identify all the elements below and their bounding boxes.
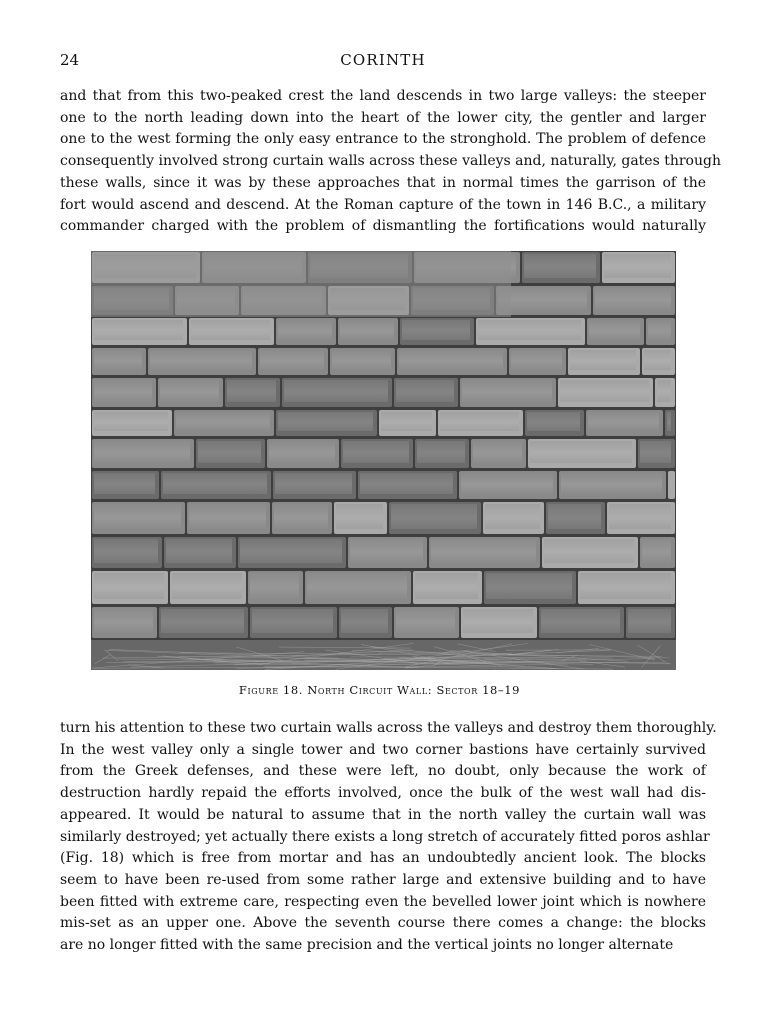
block-texture bbox=[250, 573, 299, 599]
block-texture bbox=[527, 412, 580, 431]
block-texture bbox=[260, 350, 324, 370]
block-texture bbox=[94, 412, 168, 431]
block-texture bbox=[530, 441, 632, 463]
block-texture bbox=[278, 320, 332, 340]
text-line bbox=[60, 195, 706, 217]
era-abbreviation: B.C. bbox=[597, 196, 628, 213]
block-texture bbox=[94, 539, 158, 563]
block-texture bbox=[657, 380, 671, 402]
text-line: appeared. It would be natural to assume that in the north valley the curtain wall was bbox=[60, 806, 706, 823]
block-texture bbox=[462, 380, 552, 402]
block-texture bbox=[94, 573, 164, 599]
upper-rubble bbox=[91, 251, 511, 317]
block-texture bbox=[604, 254, 671, 278]
text-segment: fort would ascend and descend. At the Roman capture of the town in 146 bbox=[60, 196, 593, 213]
block-texture bbox=[589, 320, 640, 340]
block-texture bbox=[94, 609, 153, 633]
block-texture bbox=[580, 573, 671, 599]
block-texture bbox=[399, 350, 503, 370]
block-texture bbox=[269, 441, 335, 463]
text-line: In the west valley only a single tower and two corner bastions have certainly survived bbox=[60, 741, 706, 758]
block-texture bbox=[198, 441, 261, 463]
block-texture bbox=[548, 504, 601, 529]
block-texture bbox=[544, 539, 634, 563]
block-texture bbox=[667, 412, 671, 431]
block-texture bbox=[360, 473, 453, 494]
text-line: are no longer fitted with the same precision and the vertical joints no longer alternate bbox=[60, 937, 674, 954]
block-texture bbox=[561, 473, 662, 494]
block-texture bbox=[274, 504, 328, 529]
block-texture bbox=[278, 412, 373, 431]
block-texture bbox=[307, 573, 407, 599]
block-texture bbox=[595, 288, 671, 310]
block-texture bbox=[391, 504, 477, 529]
text-line: (Fig. 18) which is free from mortar and has an undoubtedly ancient look. The blocks bbox=[60, 850, 706, 867]
text-line: seem to have been re-used from some rather large and extensive building and to have bbox=[60, 871, 706, 888]
block-texture bbox=[486, 573, 572, 599]
text-line: destruction hardly repaid the efforts involved, once the bulk of the west wall had dis- bbox=[60, 785, 706, 802]
page-header bbox=[60, 51, 706, 73]
block-texture bbox=[570, 350, 636, 370]
block-texture bbox=[227, 380, 276, 402]
text-line: mis-set as an upper one. Above the seventh course there comes a change: the blocks bbox=[60, 915, 706, 932]
block-texture bbox=[541, 609, 620, 633]
text-line: turn his attention to these two curtain walls across the valleys and destroy them thoroughly. bbox=[60, 720, 717, 736]
block-texture bbox=[485, 504, 540, 529]
block-texture bbox=[511, 350, 562, 370]
paragraph-bottom bbox=[60, 718, 717, 957]
block-texture bbox=[440, 412, 519, 431]
block-texture bbox=[166, 539, 232, 563]
text-line: and that from this two-peaked crest the land descends in two large valleys: the steeper bbox=[60, 88, 706, 104]
block-texture bbox=[191, 320, 270, 340]
block-texture bbox=[160, 380, 219, 402]
block-texture bbox=[609, 504, 671, 529]
block-texture bbox=[478, 320, 581, 340]
block-texture bbox=[588, 412, 659, 431]
block-texture bbox=[648, 320, 671, 340]
block-texture bbox=[473, 441, 522, 463]
block-texture bbox=[415, 573, 478, 599]
text-line: from the Greek defenses, and these were left, no doubt, only because the work of bbox=[60, 763, 706, 780]
block-texture bbox=[341, 609, 388, 633]
block-texture bbox=[172, 573, 242, 599]
ground-vegetation bbox=[91, 640, 676, 670]
block-texture bbox=[670, 473, 671, 494]
block-texture bbox=[431, 539, 536, 563]
block-texture bbox=[163, 473, 267, 494]
block-texture bbox=[336, 504, 383, 529]
block-texture bbox=[402, 320, 470, 340]
block-texture bbox=[275, 473, 352, 494]
block-texture bbox=[240, 539, 342, 563]
text-line: these walls, since it was by these approaches that in normal times the garrison of the bbox=[60, 174, 706, 191]
block-texture bbox=[396, 380, 454, 402]
block-texture bbox=[94, 320, 183, 340]
text-line: commander charged with the problem of dismantling the fortifications would naturally bbox=[60, 218, 706, 235]
figure-photo-wall bbox=[91, 251, 676, 670]
block-texture bbox=[642, 539, 671, 563]
running-title: CORINTH bbox=[340, 51, 426, 69]
block-texture bbox=[189, 504, 266, 529]
wall-block bbox=[668, 471, 675, 499]
block-texture bbox=[94, 504, 181, 529]
block-texture bbox=[94, 350, 142, 370]
block-texture bbox=[498, 288, 587, 310]
block-texture bbox=[644, 350, 671, 370]
text-line: one to the north leading down into the heart of the lower city, the gentler and larger bbox=[60, 109, 706, 126]
paragraph-top bbox=[60, 86, 721, 238]
block-texture bbox=[417, 441, 465, 463]
text-line: been fitted with extreme care, respecting even the bevelled lower joint which is nowhere bbox=[60, 893, 706, 910]
block-texture bbox=[640, 441, 671, 463]
text-line: one to the west forming the only easy entrance to the stronghold. The problem of defence bbox=[60, 131, 706, 148]
block-texture bbox=[150, 350, 252, 370]
block-texture bbox=[381, 412, 432, 431]
block-texture bbox=[252, 609, 333, 633]
block-texture bbox=[161, 609, 244, 633]
text-segment: , a military bbox=[627, 196, 707, 213]
block-texture bbox=[396, 609, 455, 633]
block-texture bbox=[94, 441, 190, 463]
block-texture bbox=[524, 254, 596, 278]
page-number: 24 bbox=[60, 51, 80, 69]
block-texture bbox=[284, 380, 388, 402]
text-line: consequently involved strong curtain walls across these valleys and, naturally, gates through bbox=[60, 153, 721, 170]
block-texture bbox=[628, 609, 671, 633]
block-texture bbox=[94, 473, 155, 494]
block-texture bbox=[332, 350, 391, 370]
block-texture bbox=[350, 539, 423, 563]
block-texture bbox=[463, 609, 533, 633]
figure-caption: Figure 18. North Circuit Wall: Sector 18–19 bbox=[238, 683, 521, 697]
block-texture bbox=[176, 412, 270, 431]
text-line: similarly destroyed; yet actually there exists a long stretch of accurately fitted poros ashlar bbox=[60, 828, 710, 845]
block-texture bbox=[340, 320, 394, 340]
block-texture bbox=[461, 473, 553, 494]
block-texture bbox=[94, 380, 152, 402]
block-texture bbox=[560, 380, 649, 402]
block-texture bbox=[343, 441, 409, 463]
